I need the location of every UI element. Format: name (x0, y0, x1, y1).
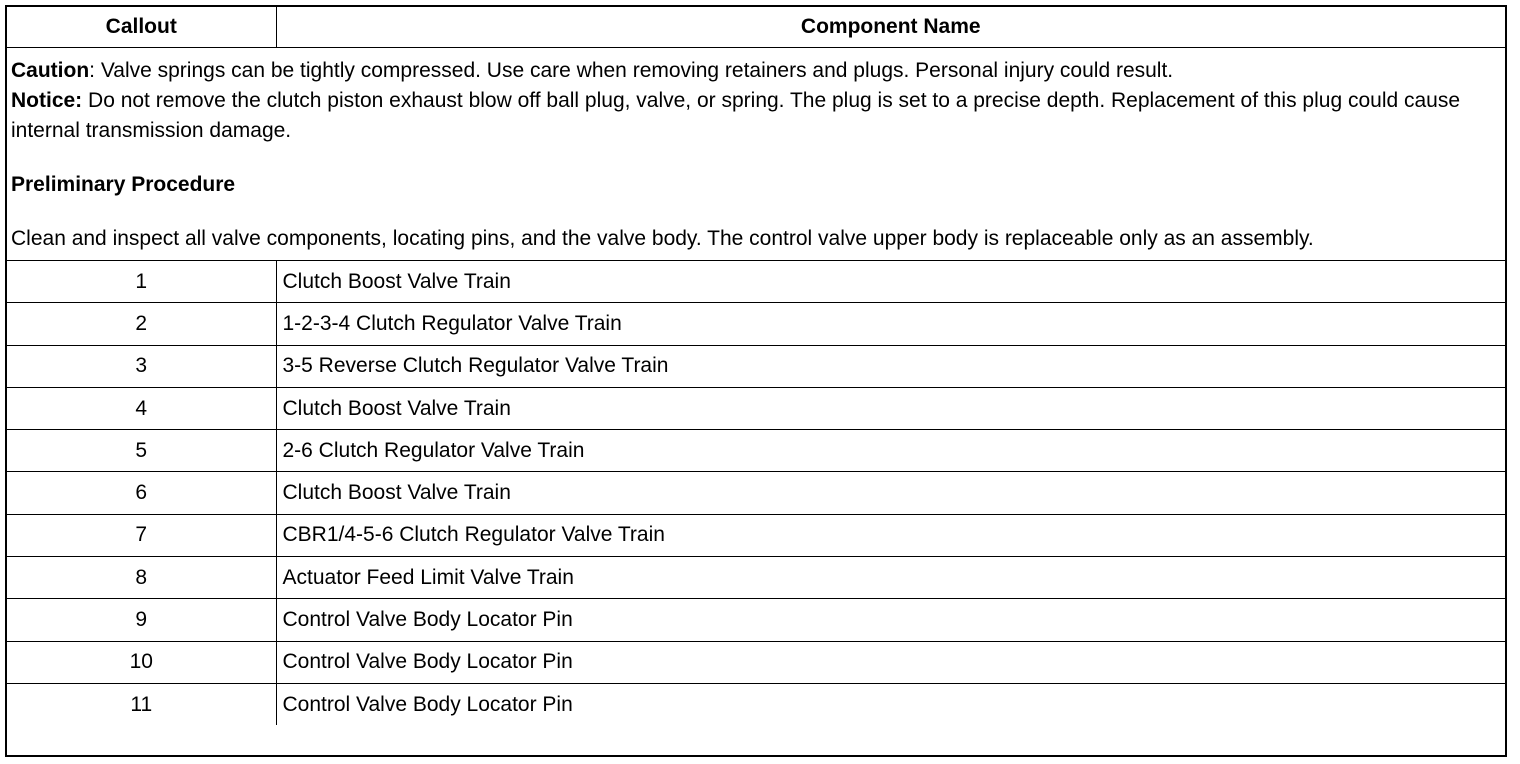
component-name-cell: 2-6 Clutch Regulator Valve Train (276, 430, 1505, 472)
component-name-cell: CBR1/4-5-6 Clutch Regulator Valve Train (276, 514, 1505, 556)
notice-label: Notice: (11, 89, 83, 112)
caution-text: : Valve springs can be tightly compressed. Use care when removing retainers and plugs. Personal injury could result. (89, 59, 1174, 82)
callout-cell: 6 (7, 472, 276, 514)
component-rows (7, 261, 1505, 726)
component-table (7, 7, 1505, 725)
component-name-cell: Clutch Boost Valve Train (276, 261, 1505, 303)
callout-cell: 10 (7, 641, 276, 683)
table-row (7, 387, 1505, 429)
callout-cell: 1 (7, 261, 276, 303)
table-row (7, 303, 1505, 345)
component-name-cell: Control Valve Body Locator Pin (276, 599, 1505, 641)
callout-cell: 5 (7, 430, 276, 472)
notes-cell (7, 48, 1505, 261)
callout-cell: 11 (7, 683, 276, 725)
procedure-text: Clean and inspect all valve components, locating pins, and the valve body. The control valve upper body is replaceable only as an assembly. (11, 227, 1314, 250)
component-name-cell: Control Valve Body Locator Pin (276, 641, 1505, 683)
callout-cell: 2 (7, 303, 276, 345)
table-row (7, 261, 1505, 303)
table-row (7, 514, 1505, 556)
callout-cell: 4 (7, 387, 276, 429)
notice-line (11, 86, 1501, 146)
table-row (7, 430, 1505, 472)
table-row (7, 683, 1505, 725)
component-name-cell: Actuator Feed Limit Valve Train (276, 557, 1505, 599)
header-component-name: Component Name (276, 7, 1505, 48)
component-name-cell: Clutch Boost Valve Train (276, 387, 1505, 429)
callout-cell: 3 (7, 345, 276, 387)
callout-cell: 8 (7, 557, 276, 599)
table-row (7, 599, 1505, 641)
notes-row (7, 48, 1505, 261)
component-table-frame (5, 5, 1507, 757)
table-row (7, 472, 1505, 514)
component-name-cell: Control Valve Body Locator Pin (276, 683, 1505, 725)
caution-label: Caution (11, 59, 90, 82)
component-name-cell: Clutch Boost Valve Train (276, 472, 1505, 514)
notice-text: Do not remove the clutch piston exhaust blow off ball plug, valve, or spring. The plug is set to a precise depth. Replacement of this plug could cause internal transmission damage. (11, 89, 1461, 142)
procedure-heading: Preliminary Procedure (11, 173, 236, 196)
callout-cell: 9 (7, 599, 276, 641)
component-name-cell: 1-2-3-4 Clutch Regulator Valve Train (276, 303, 1505, 345)
table-row (7, 345, 1505, 387)
callout-cell: 7 (7, 514, 276, 556)
header-row (7, 7, 1505, 48)
caution-line (11, 56, 1501, 86)
table-row (7, 557, 1505, 599)
component-name-cell: 3-5 Reverse Clutch Regulator Valve Train (276, 345, 1505, 387)
header-callout: Callout (7, 7, 276, 48)
table-row (7, 641, 1505, 683)
